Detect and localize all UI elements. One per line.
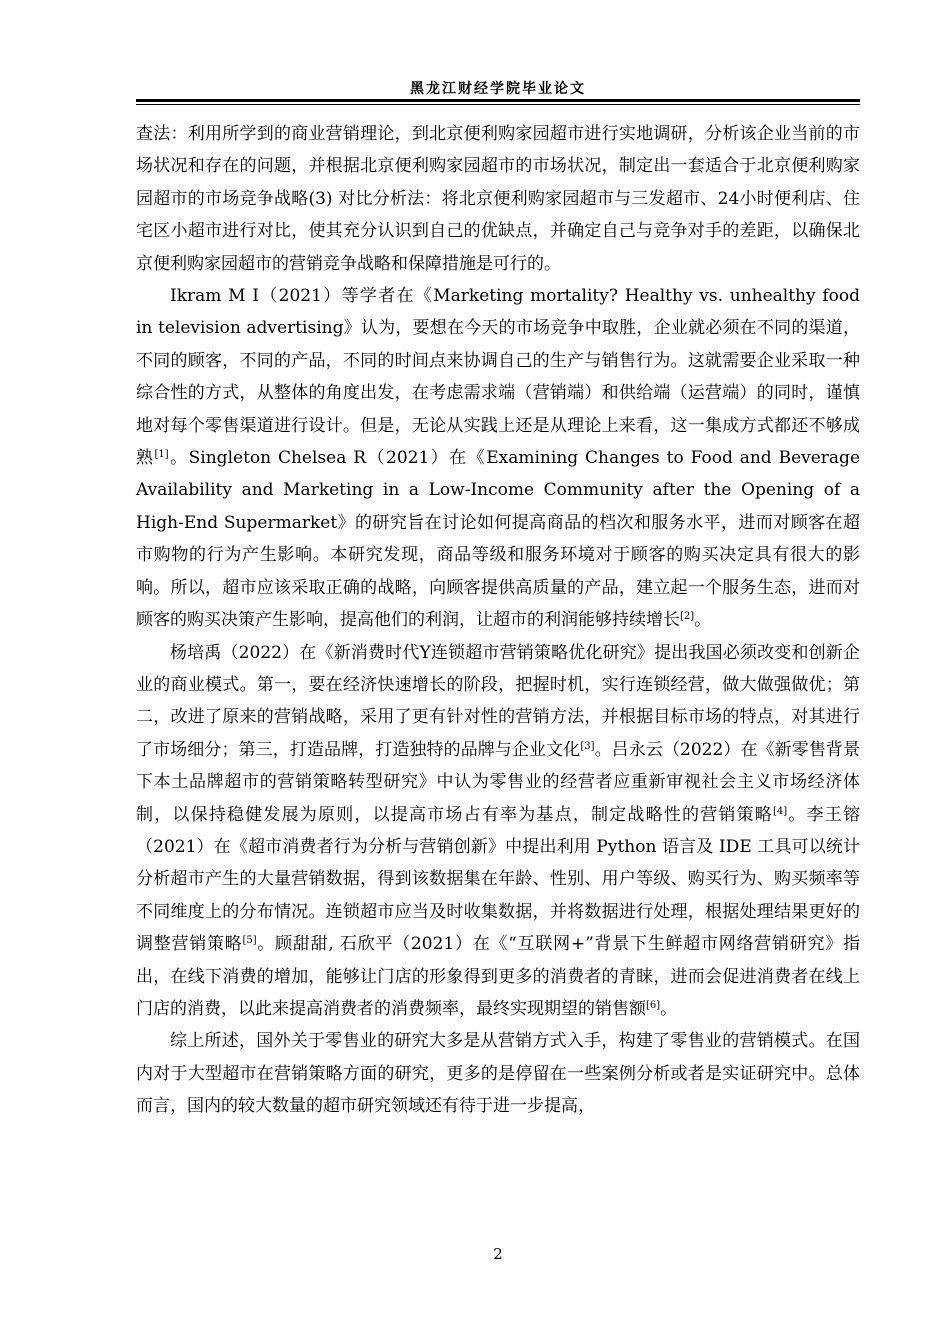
text-run: 杨培禹（2022）在《新消费时代Y连锁超市营销策略优化研究》提出我国必须改变和创新企业的商业模式。第一，要在经济快速增长的阶段，把握时机，实行连锁经营，做大做强做优；第二，改进了原来的营销战略，采用了更有针对性的营销方法，并根据目标市场的特点，对其进行了市场细分；第三，打造品牌，打造独特的品牌与企业文化 [136, 642, 860, 760]
text-run: 。顾甜甜, 石欣平（2021）在《“互联网+”背景下生鲜超市网络营销研究》指出，在线下消费的增加，能够让门店的形象得到更多的消费者的青睐，进而会促进消费者在线上门店的消费，以此来提高消费者的消费频率，最终实现期望的销售额 [136, 934, 860, 1019]
paragraph-foreign-research [136, 280, 860, 636]
header-rule-thin [136, 104, 860, 105]
paragraph-domestic-research [136, 637, 860, 1026]
page-number: 2 [493, 1245, 503, 1263]
text-run: 。 [694, 610, 712, 631]
text-run: 。 [660, 998, 678, 1019]
text-run: 。Singleton Chelsea R（2021）在《Examining Changes to Food and Beverage Availability and Marketing in a Low-Income Community after the Opening of a High-End Supermarket》的研究旨在讨论如何提高商品的档次和服务水平，进而对顾客在超市购物的行为产生影响。本研究发现，商品等级和服务环境对于顾客的购买决定具有很大的影响。所以，超市应该采取正确的战略，向顾客提供高质量的产品，建立起一个服务生态，进而对顾客的购买决策产生影响，提高他们的利润，让超市的利润能够持续增长 [136, 448, 861, 631]
text-run: Ikram M I（2021）等学者在《Marketing mortality? Healthy vs. unhealthy food in television advertising》认为，要想在今天的市场竞争中取胜，企业就必须在不同的渠道，不同的顾客，不同的产品，不同的时间点来协调自己的生产与销售行为。这就需要企业采取一种综合性的方式，从整体的角度出发，在考虑需求端（营销端）和供给端（运营端）的同时，谨慎地对每个零售渠道进行设计。但是，无论从实践上还是从理论上来看，这一集成方式都还不够成熟 [136, 286, 860, 469]
paragraph-summary: 综上所述，国外关于零售业的研究大多是从营销方式入手，构建了零售业的营销模式。在国内对于大型超市在营销策略方面的研究，更多的是停留在一些案例分析或者是实证研究中。总体而言，国内的较大数量的超市研究领域还有待于进一步提高， [136, 1031, 860, 1117]
text-run: 。李王镕（2021）在《超市消费者行为分析与营销创新》中提出利用 Python 语言及 IDE 工具可以统计分析超市产生的大量营销数据，得到该数据集在年龄、性别、用户等级、购买行为、购买频率等不同维度上的分布情况。连锁超市应当及时收集数据，并将数据进行处理，根据处理结果更好的调整营销策略 [136, 804, 861, 955]
citation-ref: [4] [773, 805, 788, 817]
citation-ref: [1] [154, 449, 169, 461]
body-text [136, 118, 860, 1123]
text-run: 。吕永云（2022）在《新零售背景下本土品牌超市的营销策略转型研究》中认为零售业的经营者应重新审视社会主义市场经济体制，以保持稳健发展为原则，以提高市场占有率为基点，制定战略性的营销策略 [136, 739, 861, 825]
citation-ref: [2] [680, 611, 695, 623]
citation-ref: [5] [242, 935, 257, 947]
citation-ref: [6] [646, 999, 661, 1011]
running-header: 黑龙江财经学院毕业论文 [410, 81, 586, 97]
paragraph-methods: 查法：利用所学到的商业营销理论，到北京便利购家园超市进行实地调研，分析该企业当前的市场状况和存在的问题，并根据北京便利购家园超市的市场状况，制定出一套适合于北京便利购家园超市的市场竞争战略(3) 对比分析法：将北京便利购家园超市与三发超市、24小时便利店、住宅区小超市进行对比，使其充分认识到自己的优缺点，并确定自己与竞争对手的差距，以确保北京便利购家园超市的营销竞争战略和保障措施是可行的。 [136, 124, 860, 274]
header-rule-thick [136, 99, 860, 102]
citation-ref: [3] [580, 740, 595, 752]
